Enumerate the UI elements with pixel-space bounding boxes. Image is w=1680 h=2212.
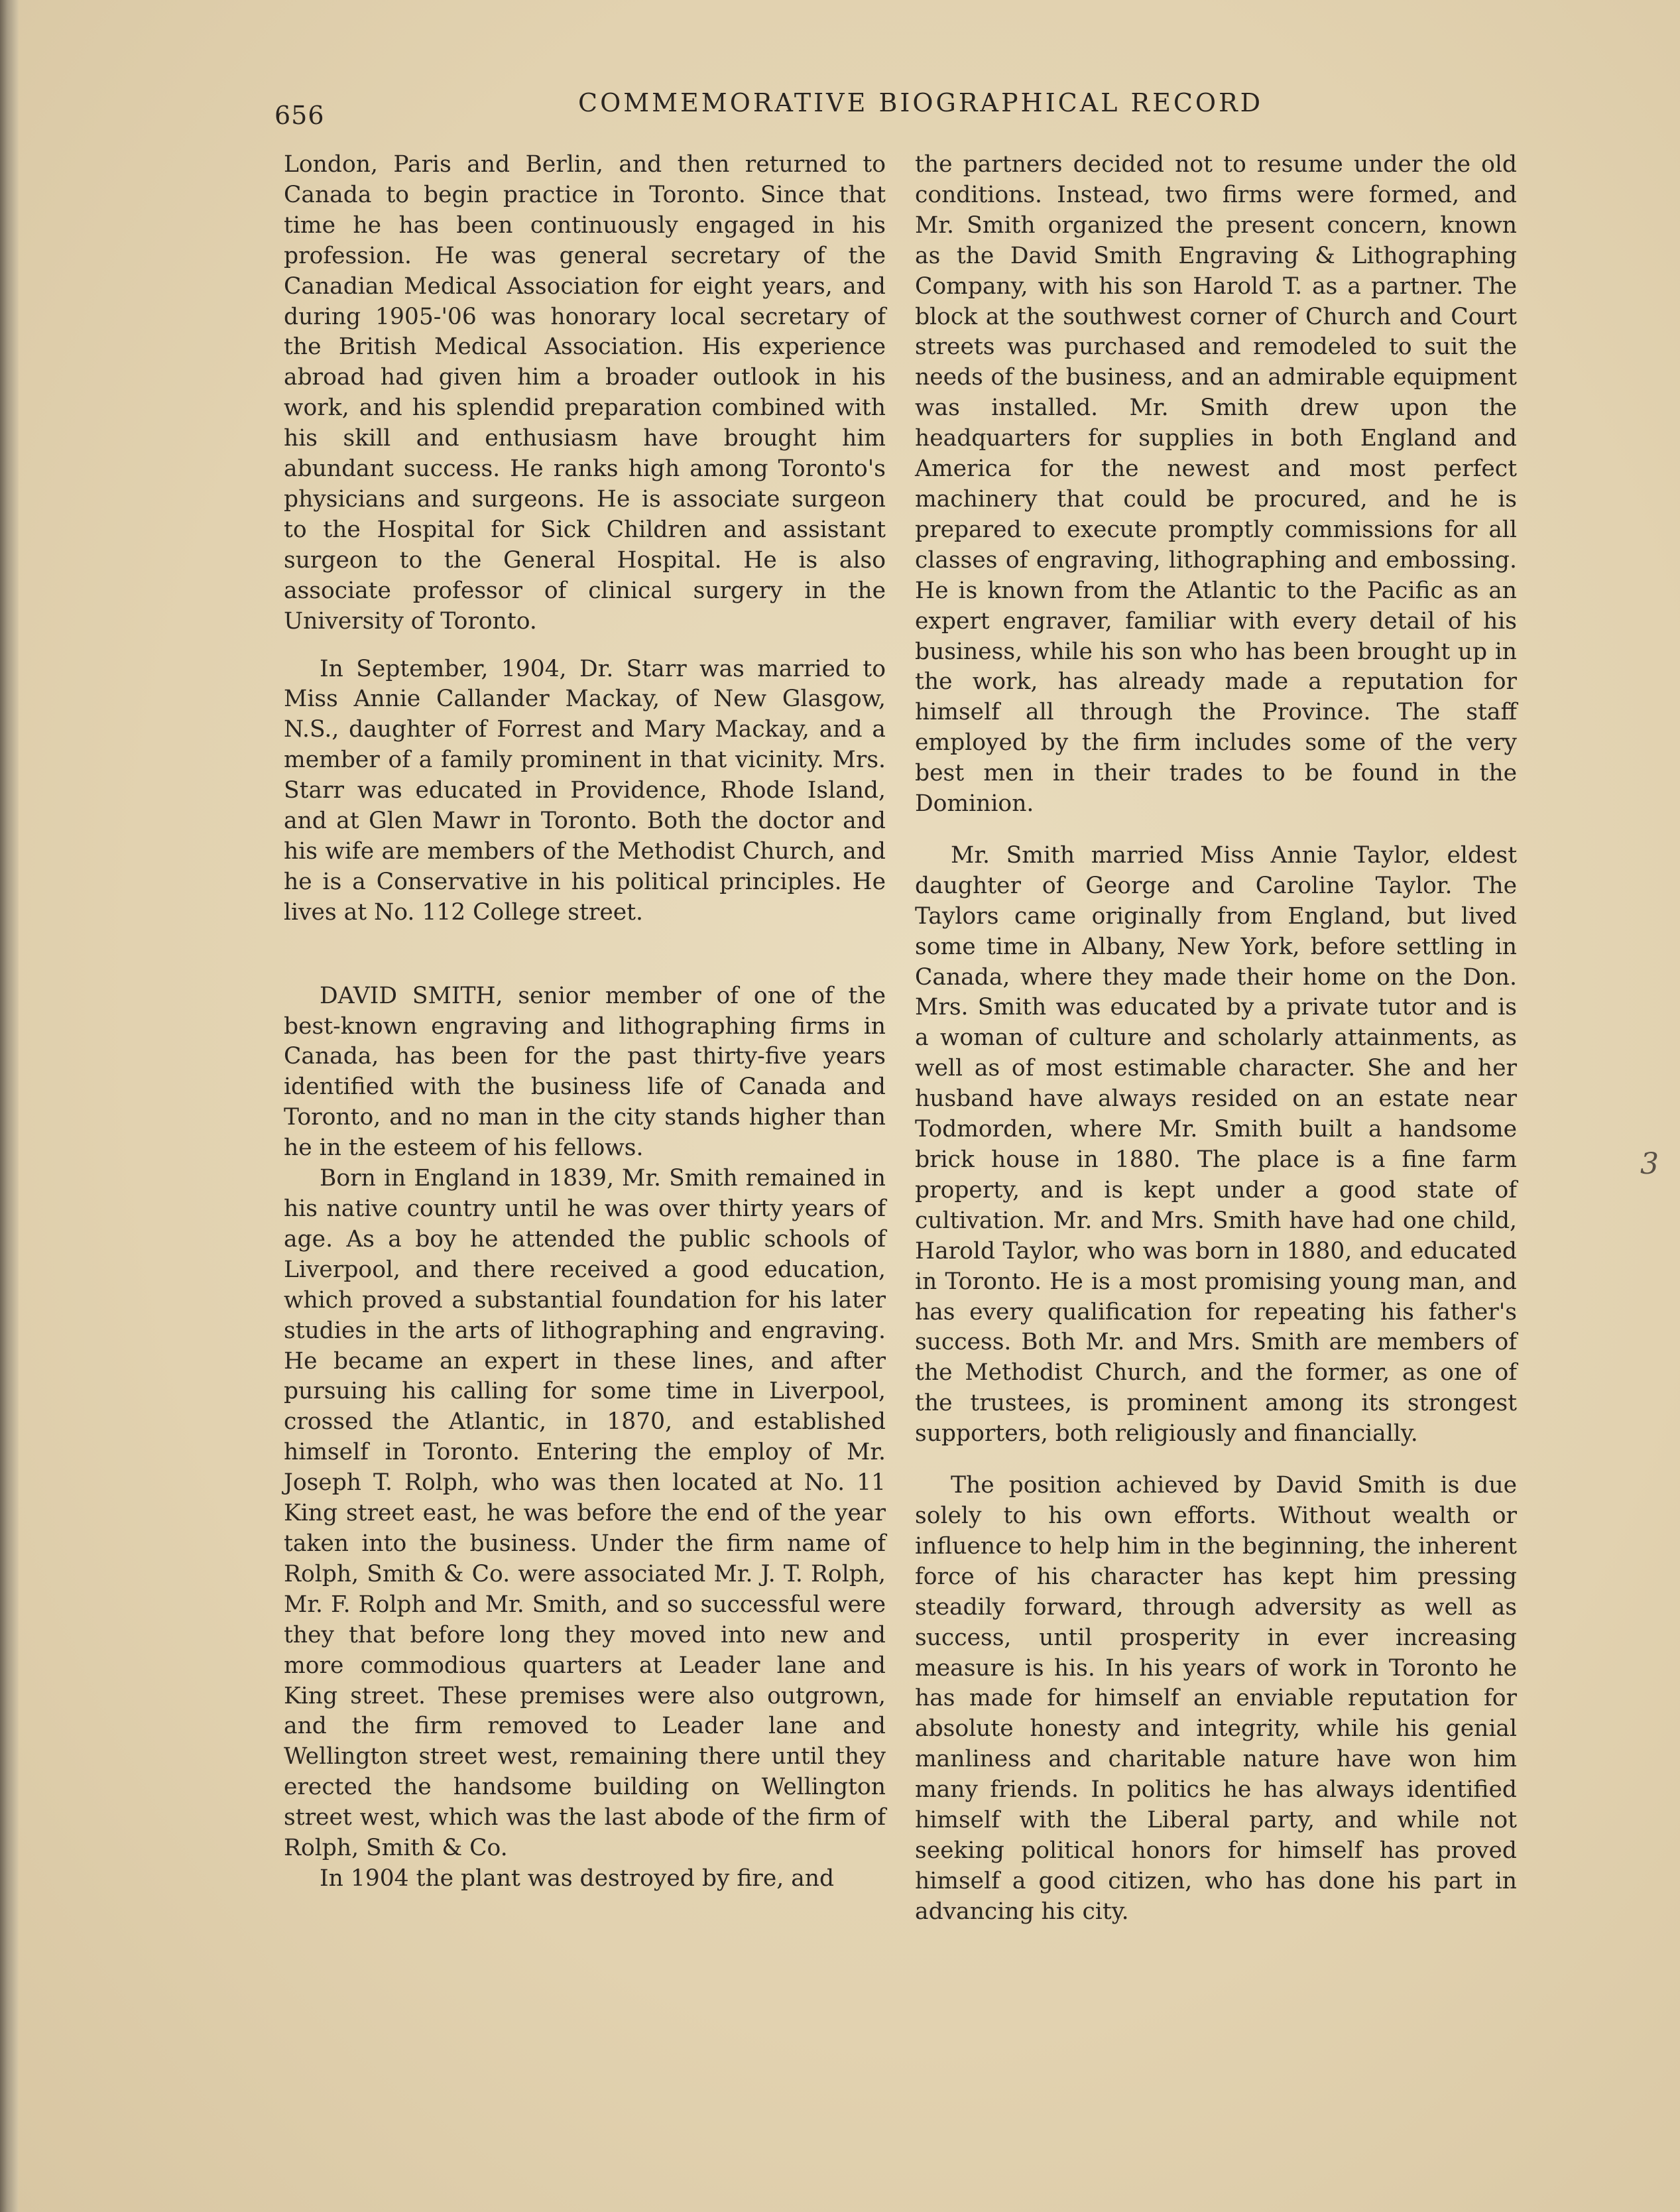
page-number: 656 — [274, 101, 325, 130]
paragraph-fire-start: In 1904 the plant was destroyed by fire, and — [320, 1865, 835, 1892]
paragraph-starr-marriage: In September, 1904, Dr. Starr was married to Miss Annie Callander Mackay, of New Glasgow, N.S., daughter of Forrest and Mary Mackay, and a member of a family prominent in that vicinity. Mrs. Starr was educated in Providence, Rhode Island, and at Glen Mawr in Toronto. Both the doctor and his wife are members of the Methodist Church, and he is a Conservative in his political principles. He lives at No. 112 College street. — [284, 655, 886, 926]
paragraph-smith-early-life: Born in England in 1839, Mr. Smith remained in his native country until he was over thirty years of age. As a boy he attended the public schools of Liverpool, and there received a good education, which proved a substantial foundation for his later studies in the arts of lithographing and engraving. He became an expert in these lines, and after pursuing his calling for some time in Liverpool, crossed the Atlantic, in 1870, and established himself in Toronto. Entering the employ of Mr. Joseph T. Rolph, who was then located at No. 11 King street east, he was before the end of the year taken into the business. Under the firm name of Rolph, Smith & Co. were associated Mr. J. T. Rolph, Mr. F. Rolph and Mr. Smith, and so successful were they that before long they moved into new and more commodious quarters at Leader lane and King street. These premises were also outgrown, and the firm removed to Leader lane and Wellington street west, remaining there until they erected the handsome building on Wellington street west, which was the last abode of the firm of Rolph, Smith & Co. — [284, 1165, 886, 1862]
running-head: COMMEMORATIVE BIOGRAPHICAL RECORD — [578, 88, 1264, 117]
paragraph-smith-marriage: Mr. Smith married Miss Annie Taylor, eldest daughter of George and Caroline Taylor. The Taylors came originally from England, but lived some time in Albany, New York, before settling in Canada, where they made their home on the Don. Mrs. Smith was educated by a private tutor and is a woman of culture and scholarly attainments, as well as of most estimable character. She and her husband have always resided on an estate near Todmorden, where Mr. Smith built a handsome brick house in 1880. The place is a fine farm property, and is kept under a good state of cultivation. Mr. and Mrs. Smith have had one child, Harold Taylor, who was born in 1880, and educated in Toronto. He is a most promising young man, and has every qualification for repeating his father's success. Both Mr. and Mrs. Smith are members of the Methodist Church, and the former, as one of the trustees, is prominent among its strongest supporters, both religiously and financially. — [915, 841, 1517, 1447]
margin-pencil-mark: 3 — [1640, 1147, 1659, 1181]
page-binding-edge — [0, 0, 19, 2212]
left-column — [284, 150, 886, 1894]
paragraph-david-smith-intro: DAVID SMITH, senior member of one of the best-known engraving and lithographing firms in Canada, has been for the past thirty-five years identified with the business life of Canada and Toronto, and no man in the city stands higher than he in the esteem of his fellows. — [284, 982, 886, 1162]
right-column — [915, 150, 1517, 1928]
paragraph-starr-career: London, Paris and Berlin, and then returned to Canada to begin practice in Toronto. Since that time he has been continuously engaged in his profession. He was general secretary of the Canadian Medical Association for eight years, and during 1905-'06 was honorary local secretary of the British Medical Association. His experience abroad had given him a broader outlook in his work, and his splendid preparation combined with his skill and enthusiasm have brought him abundant success. He ranks high among Toronto's physicians and surgeons. He is associate surgeon to the Hospital for Sick Children and assistant surgeon to the General Hospital. He is also associate professor of clinical surgery in the University of Toronto. — [284, 151, 886, 635]
paragraph-smith-character: The position achieved by David Smith is due solely to his own efforts. Without wealth or influence to help him in the beginning, the inherent force of his character has kept him pressing steadily forward, through adversity as well as success, until prosperity in ever increasing measure is his. In his years of work in Toronto he has made for himself an enviable reputation for absolute honesty and integrity, while his genial manliness and charitable nature have won him many friends. In politics he has always identified himself with the Liberal party, and while not seeking political honors for himself has proved himself a good citizen, who has done his part in advancing his city. — [915, 1472, 1517, 1925]
paragraph-new-firm: the partners decided not to resume under the old conditions. Instead, two firms were formed, and Mr. Smith organized the present concern, known as the David Smith Engraving & Lithographing Company, with his son Harold T. as a partner. The block at the southwest corner of Church and Court streets was purchased and remodeled to suit the needs of the business, and an admirable equipment was installed. Mr. Smith drew upon the headquarters for supplies in both England and America for the newest and most perfect machinery that could be procured, and he is prepared to execute promptly commissions for all classes of engraving, lithographing and embossing. He is known from the Atlantic to the Pacific as an expert engraver, familiar with every detail of his business, while his son who has been brought up in the work, has already made a reputation for himself all through the Province. The staff employed by the firm includes some of the very best men in their trades to be found in the Dominion. — [915, 151, 1517, 818]
